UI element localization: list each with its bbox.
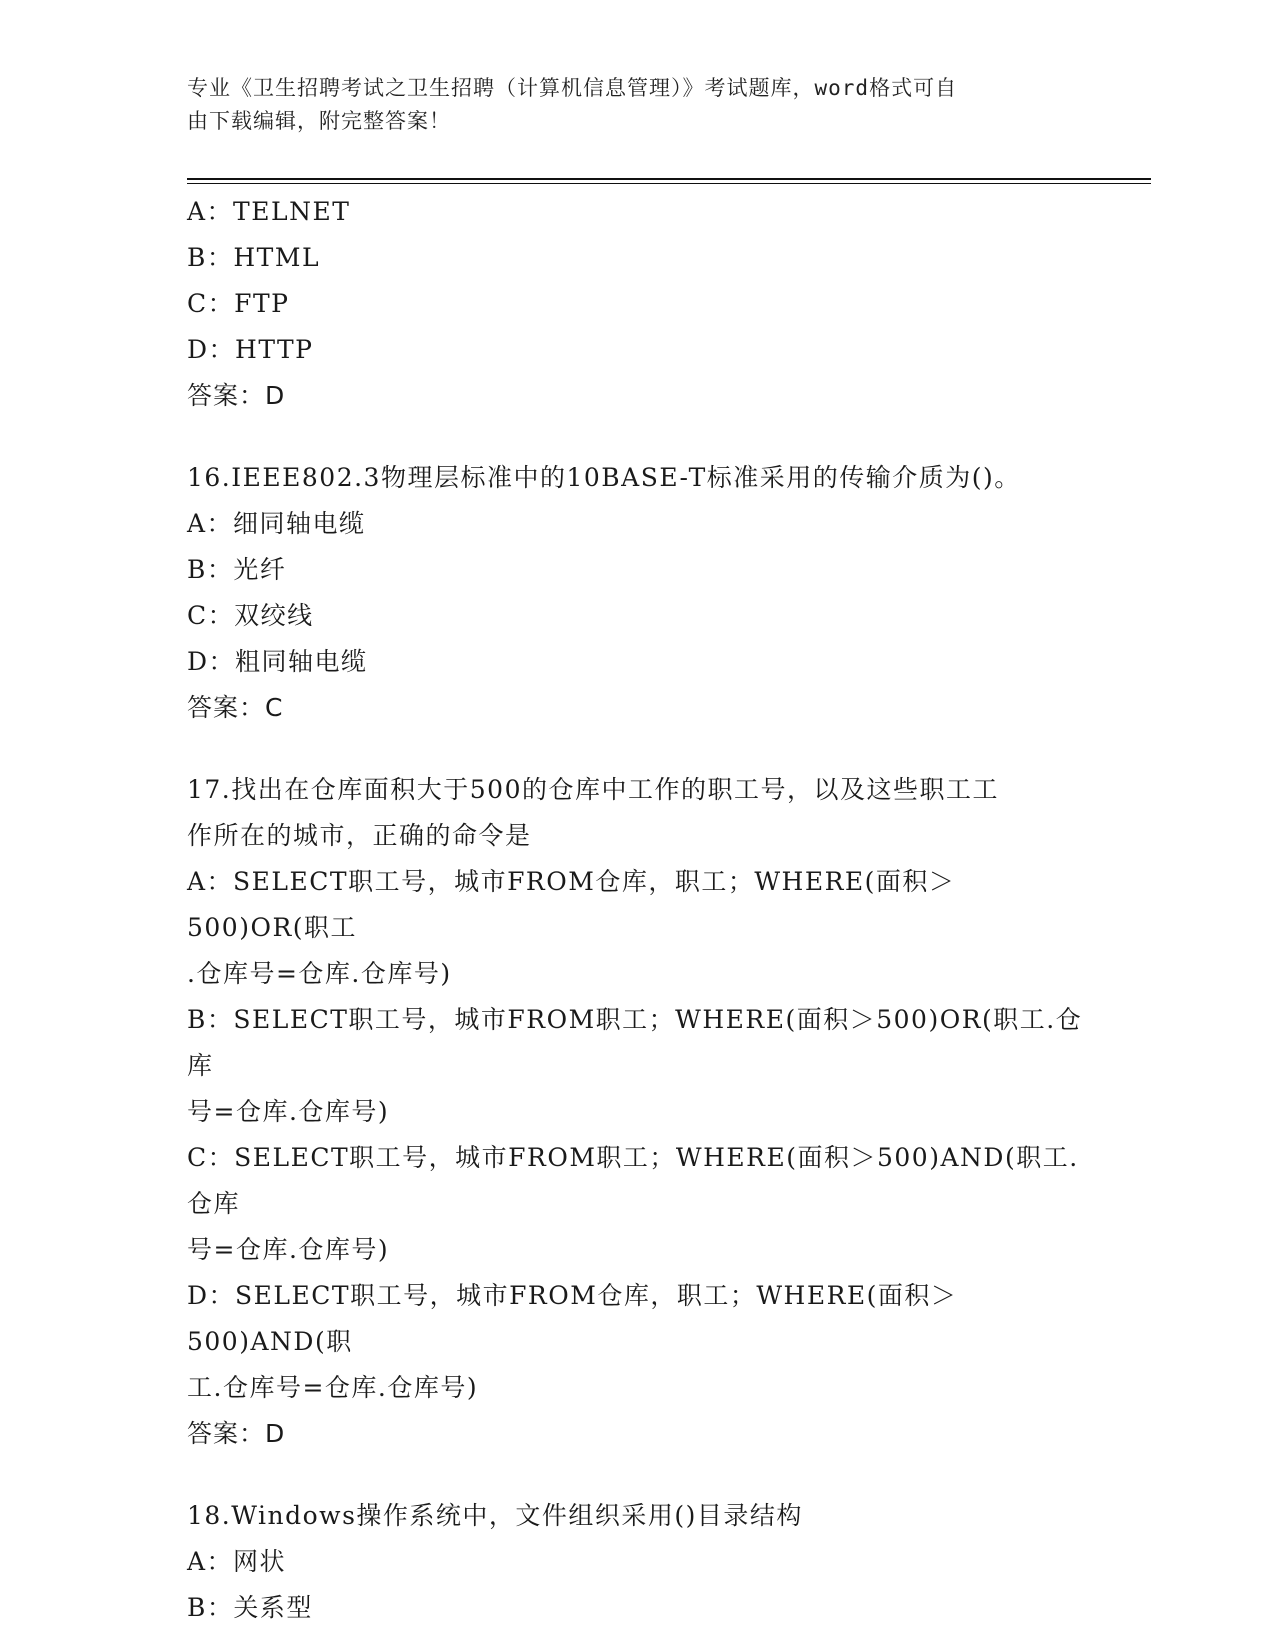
q16-answer: 答案：C (187, 693, 284, 722)
q17-option-c-line-2: 号=仓库.仓库号) (187, 1235, 390, 1264)
q16-option-a: A：细同轴电缆 (187, 509, 366, 538)
spacer (187, 419, 1087, 455)
spacer (187, 1457, 1087, 1493)
spacer (187, 731, 1087, 767)
q18-option-a: A：网状 (187, 1547, 287, 1576)
q18-option-b: B：关系型 (187, 1593, 313, 1622)
q16-option-b: B：光纤 (187, 555, 287, 584)
header-divider-thin (187, 183, 1151, 184)
q16-option-c: C：双绞线 (187, 601, 314, 630)
q17-answer: 答案：D (187, 1419, 286, 1448)
q17-option-b-line-2: 号=仓库.仓库号) (187, 1097, 390, 1126)
q16-question: 16.IEEE802.3物理层标准中的10BASE-T标准采用的传输介质为()。 (187, 463, 1021, 492)
question-18-block (187, 1493, 1087, 1631)
question-15-block (187, 189, 1087, 419)
q16-option-d: D：粗同轴电缆 (187, 647, 368, 676)
q17-option-b-line-1: B：SELECT职工号，城市FROM职工；WHERE(面积＞500)OR(职工.仓库 (187, 1005, 1083, 1080)
header-divider-thick (187, 178, 1151, 180)
header-line-2: 由下载编辑，附完整答案！ (187, 109, 451, 133)
q15-option-a: A：TELNET (187, 197, 351, 226)
question-list (187, 189, 1087, 1631)
q18-question: 18.Windows操作系统中，文件组织采用()目录结构 (187, 1501, 803, 1530)
document-header (187, 72, 1067, 138)
q17-question-line-1: 17.找出在仓库面积大于500的仓库中工作的职工号，以及这些职工工 (187, 775, 999, 804)
q17-option-d-line-1: D：SELECT职工号，城市FROM仓库，职工；WHERE(面积＞500)AND(职 (187, 1281, 958, 1356)
q15-option-d: D：HTTP (187, 335, 314, 364)
q17-option-a-line-1: A：SELECT职工号，城市FROM仓库，职工；WHERE(面积＞500)OR(职工 (187, 867, 956, 942)
q17-option-a-line-2: .仓库号=仓库.仓库号) (187, 959, 452, 988)
question-17-block (187, 767, 1087, 1457)
q15-answer: 答案：D (187, 381, 286, 410)
q17-option-c-line-1: C：SELECT职工号，城市FROM职工；WHERE(面积＞500)AND(职工.仓库 (187, 1143, 1079, 1218)
question-16-block (187, 455, 1087, 731)
q15-option-c: C：FTP (187, 289, 290, 318)
q15-option-b: B：HTML (187, 243, 321, 272)
q17-option-d-line-2: 工.仓库号=仓库.仓库号) (187, 1373, 479, 1402)
q17-question-line-2: 作所在的城市，正确的命令是 (187, 821, 532, 850)
header-line-1: 专业《卫生招聘考试之卫生招聘（计算机信息管理）》考试题库，word格式可自 (187, 76, 958, 100)
